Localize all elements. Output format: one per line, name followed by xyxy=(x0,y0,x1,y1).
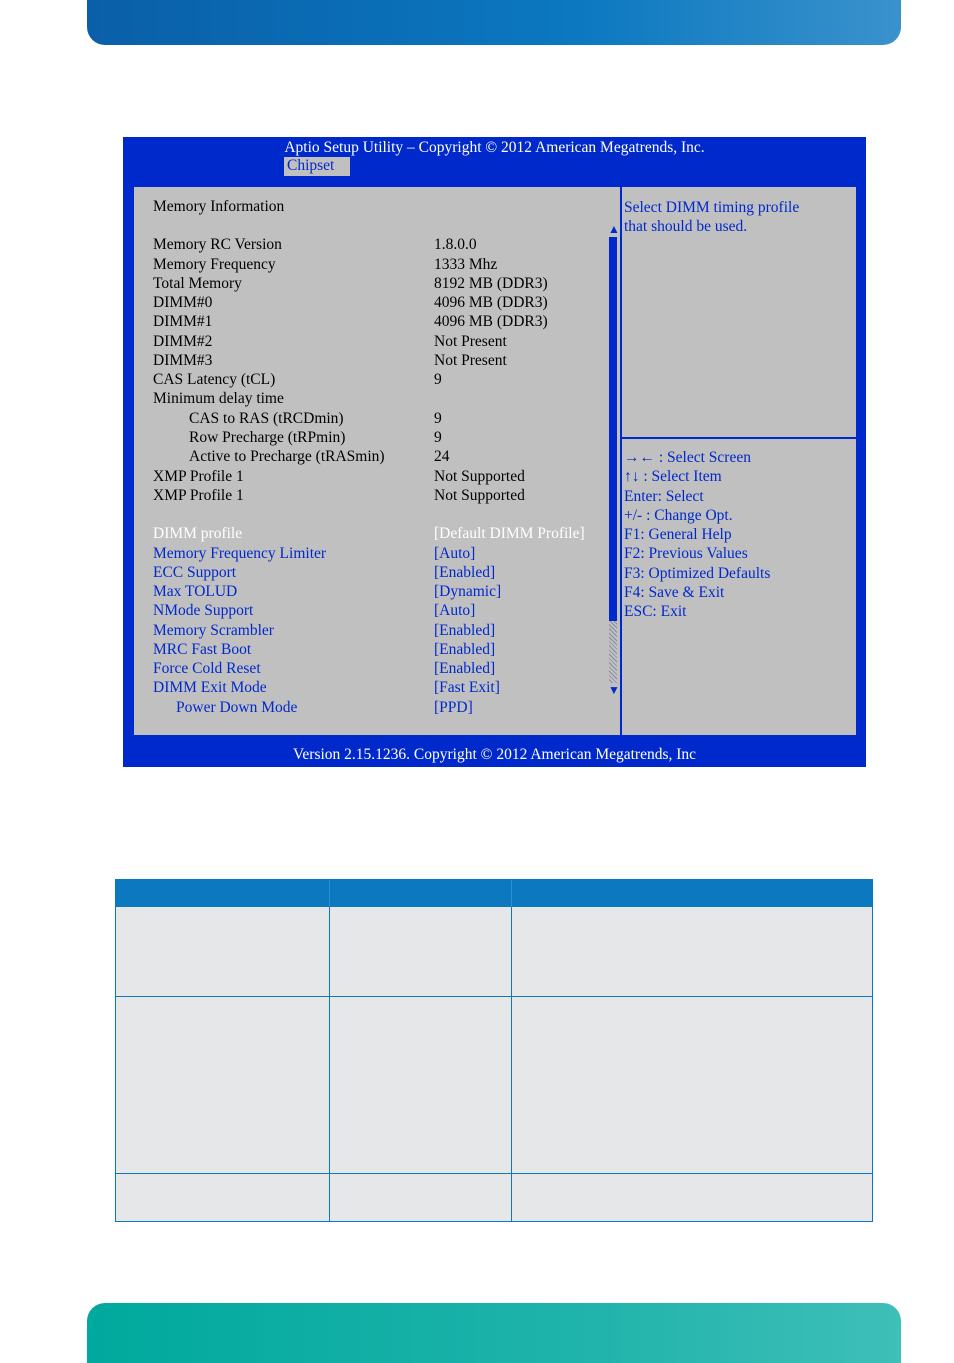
row-value: 1.8.0.0 xyxy=(434,236,477,253)
row-separator xyxy=(116,996,872,997)
row-label: Memory RC Version xyxy=(153,236,282,253)
row-value: [Enabled] xyxy=(434,622,496,639)
key-legend-item: +/- : Change Opt. xyxy=(624,506,733,524)
key-legend-item: Enter: Select xyxy=(624,487,704,505)
row-label: Minimum delay time xyxy=(153,390,284,407)
row-value: 9 xyxy=(434,429,442,446)
tab-chipset[interactable]: Chipset xyxy=(284,157,350,176)
row-value: [Dynamic] xyxy=(434,583,502,600)
row-label: CAS to RAS (tRCDmin) xyxy=(189,410,344,427)
row-value: [PPD] xyxy=(434,699,473,716)
settings-table xyxy=(115,879,873,1222)
row-value: 9 xyxy=(434,371,442,388)
help-text xyxy=(624,198,854,237)
row-label: Active to Precharge (tRASmin) xyxy=(189,448,385,465)
key-legend-item: F2: Previous Values xyxy=(624,545,748,563)
bios-title: Aptio Setup Utility – Copyright © 2012 American Megatrends, Inc. xyxy=(284,139,705,156)
row-label: Force Cold Reset xyxy=(153,660,261,677)
row-label: XMP Profile 1 xyxy=(153,468,244,485)
row-label: MRC Fast Boot xyxy=(153,641,252,658)
row-label: Memory Frequency xyxy=(153,256,276,273)
row-value: 1333 Mhz xyxy=(434,256,498,273)
row-label: DIMM#2 xyxy=(153,333,213,350)
row-value: 4096 MB (DDR3) xyxy=(434,313,548,330)
key-legend-item: ESC: Exit xyxy=(624,603,687,621)
page-footer-band xyxy=(87,1303,901,1363)
bios-screenshot xyxy=(123,137,866,767)
row-label: CAS Latency (tCL) xyxy=(153,371,276,388)
row-value: [Auto] xyxy=(434,602,476,619)
row-value: 8192 MB (DDR3) xyxy=(434,275,548,292)
bios-main-panel xyxy=(132,185,858,737)
row-separator xyxy=(116,1173,872,1174)
scrollbar-thumb[interactable] xyxy=(609,237,617,621)
row-value: [Auto] xyxy=(434,545,476,562)
row-value: Not Supported xyxy=(434,487,525,504)
row-label: Row Precharge (tRPmin) xyxy=(189,429,346,446)
row-label: DIMM#0 xyxy=(153,294,213,311)
help-line: Select DIMM timing profile xyxy=(624,199,800,216)
key-legend-item: →← : Select Screen xyxy=(624,449,751,466)
row-value: [Fast Exit] xyxy=(434,679,500,696)
header-separator xyxy=(329,880,330,907)
key-legend xyxy=(624,449,854,623)
row-label: DIMM Exit Mode xyxy=(153,679,267,696)
row-label: Memory Information xyxy=(153,198,285,215)
row-label: ECC Support xyxy=(153,564,237,581)
row-label: DIMM profile xyxy=(153,525,243,542)
row-value: [Enabled] xyxy=(434,564,496,581)
help-line: that should be used. xyxy=(624,218,748,236)
row-value: Not Present xyxy=(434,333,507,350)
key-legend-item: F1: General Help xyxy=(624,526,732,544)
row-label: Total Memory xyxy=(153,275,242,292)
panel-divider xyxy=(620,187,622,735)
row-value: [Enabled] xyxy=(434,660,496,677)
row-label: XMP Profile 1 xyxy=(153,487,244,504)
row-value: 4096 MB (DDR3) xyxy=(434,294,548,311)
key-legend-item: ↑↓ : Select Item xyxy=(624,468,722,486)
bios-footer: Version 2.15.1236. Copyright © 2012 American Megatrends, Inc xyxy=(292,746,697,763)
row-label: Memory Scrambler xyxy=(153,622,274,639)
help-divider xyxy=(622,437,858,439)
key-legend-item: F3: Optimized Defaults xyxy=(624,564,771,582)
key-legend-item: F4: Save & Exit xyxy=(624,584,725,602)
row-value: 9 xyxy=(434,410,442,427)
row-value: Not Supported xyxy=(434,468,525,485)
row-value: Not Present xyxy=(434,352,507,369)
row-label: Memory Frequency Limiter xyxy=(153,545,327,562)
row-label: NMode Support xyxy=(153,602,254,619)
row-value: 24 xyxy=(434,448,450,465)
row-value: [Default DIMM Profile] xyxy=(434,525,585,542)
row-label: Max TOLUD xyxy=(153,583,238,600)
row-label: Power Down Mode xyxy=(176,699,298,716)
row-label: DIMM#3 xyxy=(153,352,213,369)
scroll-down-icon[interactable]: ▼ xyxy=(608,683,620,697)
row-label: DIMM#1 xyxy=(153,313,213,330)
scroll-up-icon[interactable]: ▲ xyxy=(608,222,620,236)
table-header xyxy=(116,880,872,907)
header-separator xyxy=(511,880,512,907)
page-header-band xyxy=(87,0,901,45)
row-value: [Enabled] xyxy=(434,641,496,658)
